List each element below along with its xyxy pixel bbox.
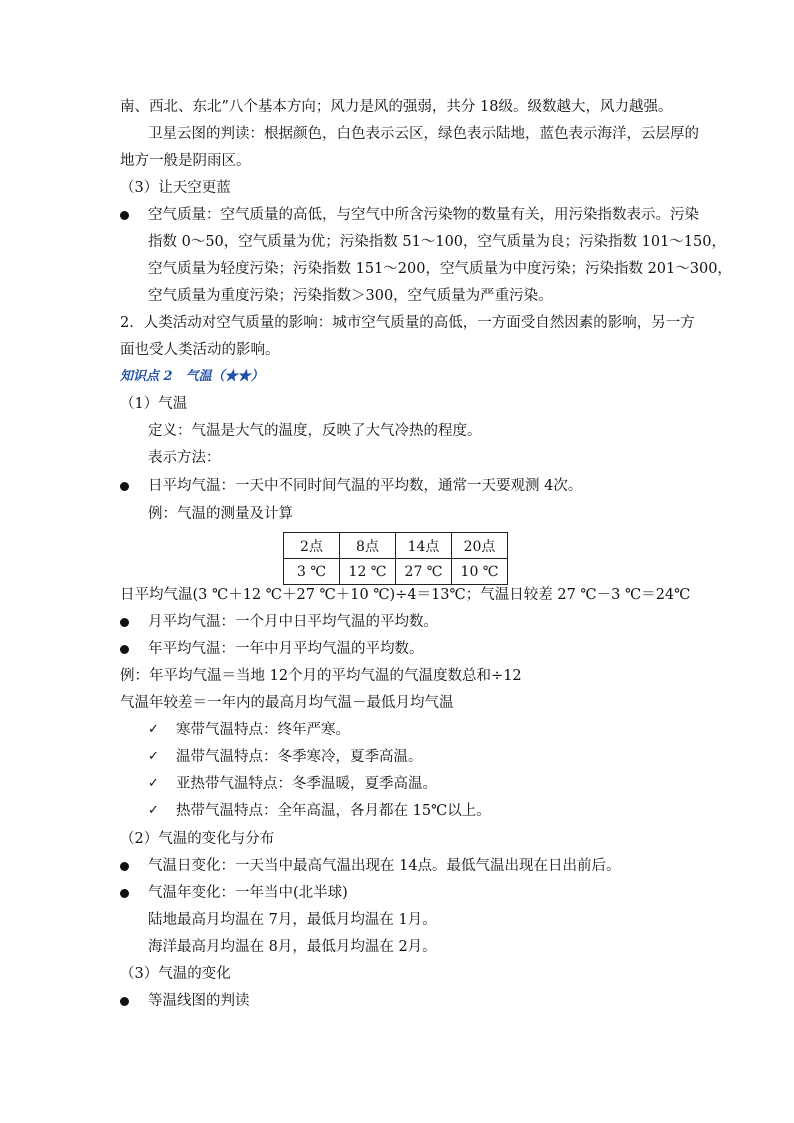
bullet-text: 年平均气温：一年中月平均气温的平均数。 <box>148 641 424 657</box>
check-text: 热带气温特点：全年高温，各月都在 15℃以上。 <box>176 803 491 819</box>
check-icon: ✓ <box>148 803 159 818</box>
table-cell: 10 ℃ <box>452 559 508 585</box>
paragraph-line: 卫星云图的判读：根据颜色，白色表示云区，绿色表示陆地，蓝色表示海洋，云层厚的 <box>148 126 699 142</box>
paragraph-line: 地方一般是阴雨区。 <box>120 153 251 169</box>
table-cell: 3 ℃ <box>284 559 340 585</box>
paragraph-line: 空气质量为重度污染；污染指数＞300，空气质量为严重污染。 <box>148 288 553 304</box>
check-icon: ✓ <box>148 722 159 737</box>
bullet-text: 月平均气温：一个月中日平均气温的平均数。 <box>148 614 438 630</box>
paragraph-line: 空气质量为轻度污染；污染指数 151～200，空气质量为中度污染；污染指数 201～300， <box>148 261 732 277</box>
table-cell: 14点 <box>396 533 452 559</box>
paragraph-line: 日平均气温(3 ℃＋12 ℃＋27 ℃＋10 ℃)÷4＝13℃；气温日较差 27 ℃－3 ℃＝24℃ <box>120 587 691 603</box>
table-cell: 12 ℃ <box>340 559 396 585</box>
check-text: 寒带气温特点：终年严寒。 <box>176 722 350 738</box>
bullet-icon <box>120 211 129 220</box>
paragraph-line: 例：气温的测量及计算 <box>148 506 293 522</box>
table-cell: 27 ℃ <box>396 559 452 585</box>
paragraph-line: 定义：气温是大气的温度，反映了大气冷热的程度。 <box>148 423 482 439</box>
paragraph-line: 南、西北、东北”八个基本方向；风力是风的强弱，共分 18级。级数越大，风力越强。 <box>120 99 673 115</box>
table-row <box>284 559 508 585</box>
paragraph-line: 指数 0～50，空气质量为优；污染指数 51～100，空气质量为良；污染指数 101～150， <box>148 234 726 250</box>
paragraph-line: 表示方法： <box>148 450 221 466</box>
bullet-text: 气温日变化：一天当中最高气温出现在 14点。最低气温出现在日出前后。 <box>148 858 621 874</box>
check-text: 亚热带气温特点：冬季温暖，夏季高温。 <box>176 776 437 792</box>
paragraph-line: 例：年平均气温＝当地 12个月的平均气温的气温度数总和÷12 <box>120 668 522 684</box>
bullet-icon <box>120 482 129 491</box>
temperature-table <box>283 532 508 585</box>
section-heading: （1）气温 <box>120 396 188 412</box>
bullet-text: 气温年变化：一年当中(北半球) <box>148 885 348 901</box>
section-heading: （3）气温的变化 <box>120 966 231 982</box>
section-heading: （3）让天空更蓝 <box>120 180 231 196</box>
paragraph-line: 海洋最高月均温在 8月，最低月均温在 2月。 <box>148 939 437 955</box>
paragraph-line: 陆地最高月均温在 7月，最低月均温在 1月。 <box>148 912 437 928</box>
knowledge-point-heading: 知识点 2 气温（★★） <box>120 369 264 384</box>
table-cell: 2点 <box>284 533 340 559</box>
paragraph-line: 2．人类活动对空气质量的影响：城市空气质量的高低，一方面受自然因素的影响，另一方 <box>120 315 695 331</box>
check-icon: ✓ <box>148 749 159 764</box>
section-heading: （2）气温的变化与分布 <box>120 831 275 847</box>
bullet-icon <box>120 645 129 654</box>
table-header-row <box>284 533 508 559</box>
bullet-icon <box>120 862 129 871</box>
bullet-icon <box>120 889 129 898</box>
table-cell: 8点 <box>340 533 396 559</box>
paragraph-line: 气温年较差＝一年内的最高月均气温－最低月均气温 <box>120 695 454 711</box>
check-text: 温带气温特点：冬季寒冷，夏季高温。 <box>176 749 423 765</box>
table-cell: 20点 <box>452 533 508 559</box>
bullet-text: 日平均气温：一天中不同时间气温的平均数，通常一天要观测 4次。 <box>148 478 583 494</box>
bullet-text: 空气质量：空气质量的高低，与空气中所含污染物的数量有关，用污染指数表示。污染 <box>148 207 699 223</box>
check-icon: ✓ <box>148 776 159 791</box>
bullet-text: 等温线图的判读 <box>148 993 250 1009</box>
bullet-icon <box>120 618 129 627</box>
bullet-icon <box>120 997 129 1006</box>
paragraph-line: 面也受人类活动的影响。 <box>120 342 280 358</box>
